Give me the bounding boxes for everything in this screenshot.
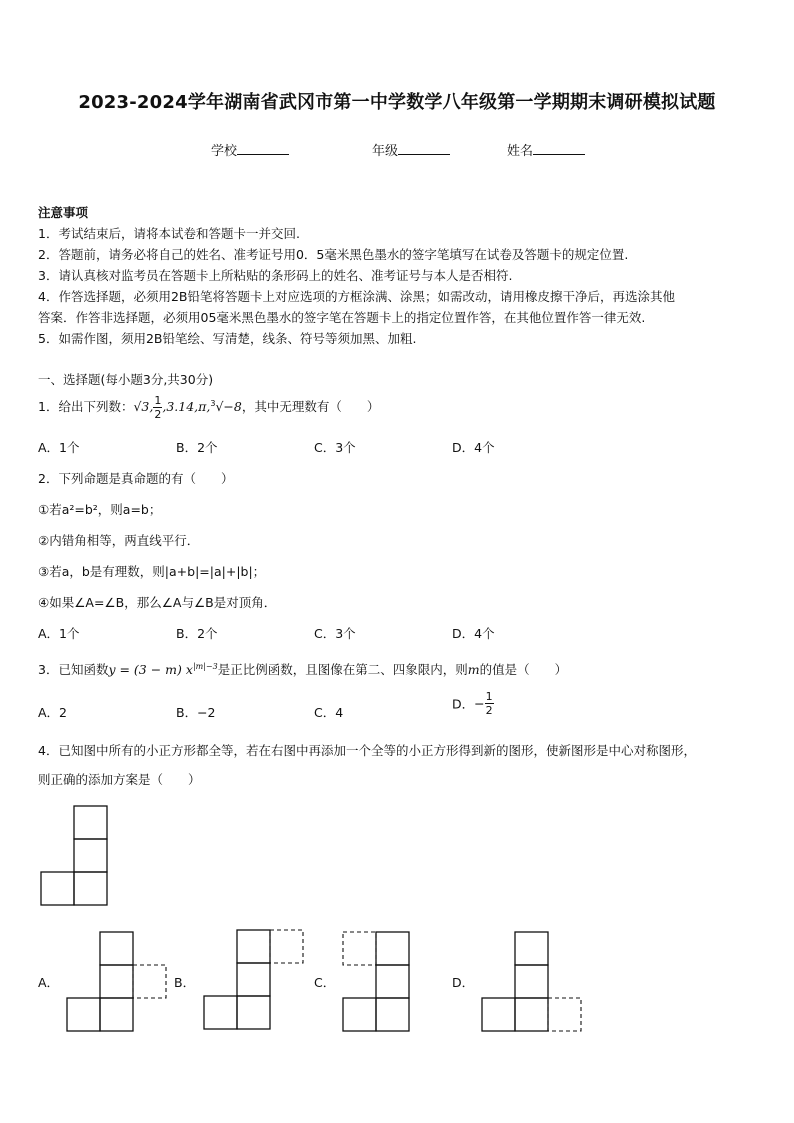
q1-sqrt3: √3, bbox=[133, 399, 154, 414]
grade-label: 年级 bbox=[372, 144, 399, 159]
q1-option-b[interactable]: B．2个 bbox=[176, 440, 218, 455]
name-field bbox=[507, 140, 585, 159]
school-field bbox=[211, 140, 289, 159]
q3-formula: y = (3 − m) x bbox=[108, 662, 193, 677]
grade-blank[interactable] bbox=[398, 142, 450, 155]
note-item: 答案．作答非选择题，必须用05毫米黑色墨水的签字笔在答题卡上的指定位置作答，在其他位置作答一律无效. bbox=[38, 310, 646, 325]
section-heading: 一、选择题(每小题3分,共30分) bbox=[38, 372, 214, 387]
question-4-line2: 则正确的添加方案是（ ） bbox=[38, 772, 201, 787]
q3-option-c[interactable]: C．4 bbox=[314, 705, 344, 720]
q1-cbrt-index: 3 bbox=[210, 398, 216, 408]
school-label: 学校 bbox=[211, 144, 238, 159]
q2-option-a[interactable]: A．1个 bbox=[38, 626, 80, 641]
q3-option-d-label: D． bbox=[452, 696, 475, 712]
q3-option-d-denominator: 2 bbox=[485, 704, 493, 717]
q4-option-c-figure[interactable] bbox=[341, 930, 413, 1034]
q3-option-d-numerator: 1 bbox=[485, 690, 493, 703]
q2-statement: ④如果∠A=∠B，那么∠A与∠B是对顶角． bbox=[38, 595, 277, 610]
q1-half-numerator: 1 bbox=[154, 394, 162, 407]
q1-option-c[interactable]: C．3个 bbox=[314, 440, 356, 455]
q3-exponent: |m|−3 bbox=[192, 661, 218, 671]
q1-option-d[interactable]: D．4个 bbox=[452, 440, 495, 455]
q2-option-d[interactable]: D．4个 bbox=[452, 626, 495, 641]
q4-reference-figure bbox=[40, 804, 110, 908]
page-title: 2023-2024学年湖南省武冈市第一中学数学八年级第一学期期末调研模拟试题 bbox=[78, 92, 716, 113]
q1-prefix: 1．给出下列数： bbox=[38, 399, 134, 414]
q2-option-c[interactable]: C．3个 bbox=[314, 626, 356, 641]
q2-option-b[interactable]: B．2个 bbox=[176, 626, 218, 641]
q4-option-d-label[interactable]: D． bbox=[452, 975, 475, 990]
q4-option-b-figure[interactable] bbox=[203, 928, 307, 1034]
q4-option-a-figure[interactable] bbox=[66, 930, 170, 1034]
q1-half-denominator: 2 bbox=[154, 408, 162, 421]
note-item: 1．考试结束后，请将本试卷和答题卡一并交回. bbox=[38, 226, 300, 241]
q3-option-d[interactable] bbox=[452, 690, 494, 717]
q3-option-d-sign: − bbox=[474, 696, 485, 711]
q3-option-a[interactable]: A．2 bbox=[38, 705, 68, 720]
q2-statement: ①若a²=b²，则a=b； bbox=[38, 502, 162, 517]
q1-option-a[interactable]: A．1个 bbox=[38, 440, 80, 455]
question-4-line1: 4．已知图中所有的小正方形都全等，若在右图中再添加一个全等的小正方形得到新的图形，使新图形是中心对称图形， bbox=[38, 743, 696, 758]
q1-cbrt: √−8 bbox=[215, 399, 242, 414]
question-3-stem bbox=[38, 660, 567, 678]
q4-option-b-label[interactable]: B． bbox=[174, 975, 196, 990]
grade-field bbox=[372, 140, 450, 159]
school-blank[interactable] bbox=[237, 142, 289, 155]
note-item: 5．如需作图，须用2B铅笔绘、写清楚，线条、符号等须加黑、加粗. bbox=[38, 331, 417, 346]
notes-heading: 注意事项 bbox=[38, 205, 89, 220]
note-item: 4．作答选择题，必须用2B铅笔将答题卡上对应选项的方框涂满、涂黑；如需改动，请用橡皮擦干净后，再选涂其他 bbox=[38, 289, 675, 304]
name-label: 姓名 bbox=[507, 144, 534, 159]
q3-prefix: 3．已知函数 bbox=[38, 662, 109, 677]
q3-suffix: 的值是（ ） bbox=[479, 662, 568, 677]
name-blank[interactable] bbox=[533, 142, 585, 155]
question-2-stem: 2．下列命题是真命题的有（ ） bbox=[38, 471, 234, 486]
note-item: 2．答题前，请务必将自己的姓名、准考证号用0．5毫米黑色墨水的签字笔填写在试卷及答题卡的规定位置. bbox=[38, 247, 629, 262]
q1-rest: ,3.14,π, bbox=[162, 399, 211, 414]
q3-option-b[interactable]: B．−2 bbox=[176, 705, 216, 720]
q2-statement: ②内错角相等，两直线平行． bbox=[38, 533, 200, 548]
q1-suffix: ，其中无理数有（ ） bbox=[241, 399, 380, 414]
q3-var: m bbox=[467, 662, 480, 677]
note-item: 3．请认真核对监考员在答题卡上所粘贴的条形码上的姓名、准考证号与本人是否相符. bbox=[38, 268, 513, 283]
q4-option-c-label[interactable]: C． bbox=[314, 975, 336, 990]
q3-middle: 是正比例函数，且图像在第二、四象限内，则 bbox=[217, 662, 468, 677]
q4-option-a-label[interactable]: A． bbox=[38, 975, 60, 990]
question-1-stem bbox=[38, 394, 379, 421]
q4-option-d-figure[interactable] bbox=[481, 930, 585, 1034]
q2-statement: ③若a，b是有理数，则|a+b|=|a|+|b|； bbox=[38, 564, 266, 579]
q3-option-d-fraction bbox=[485, 690, 494, 717]
